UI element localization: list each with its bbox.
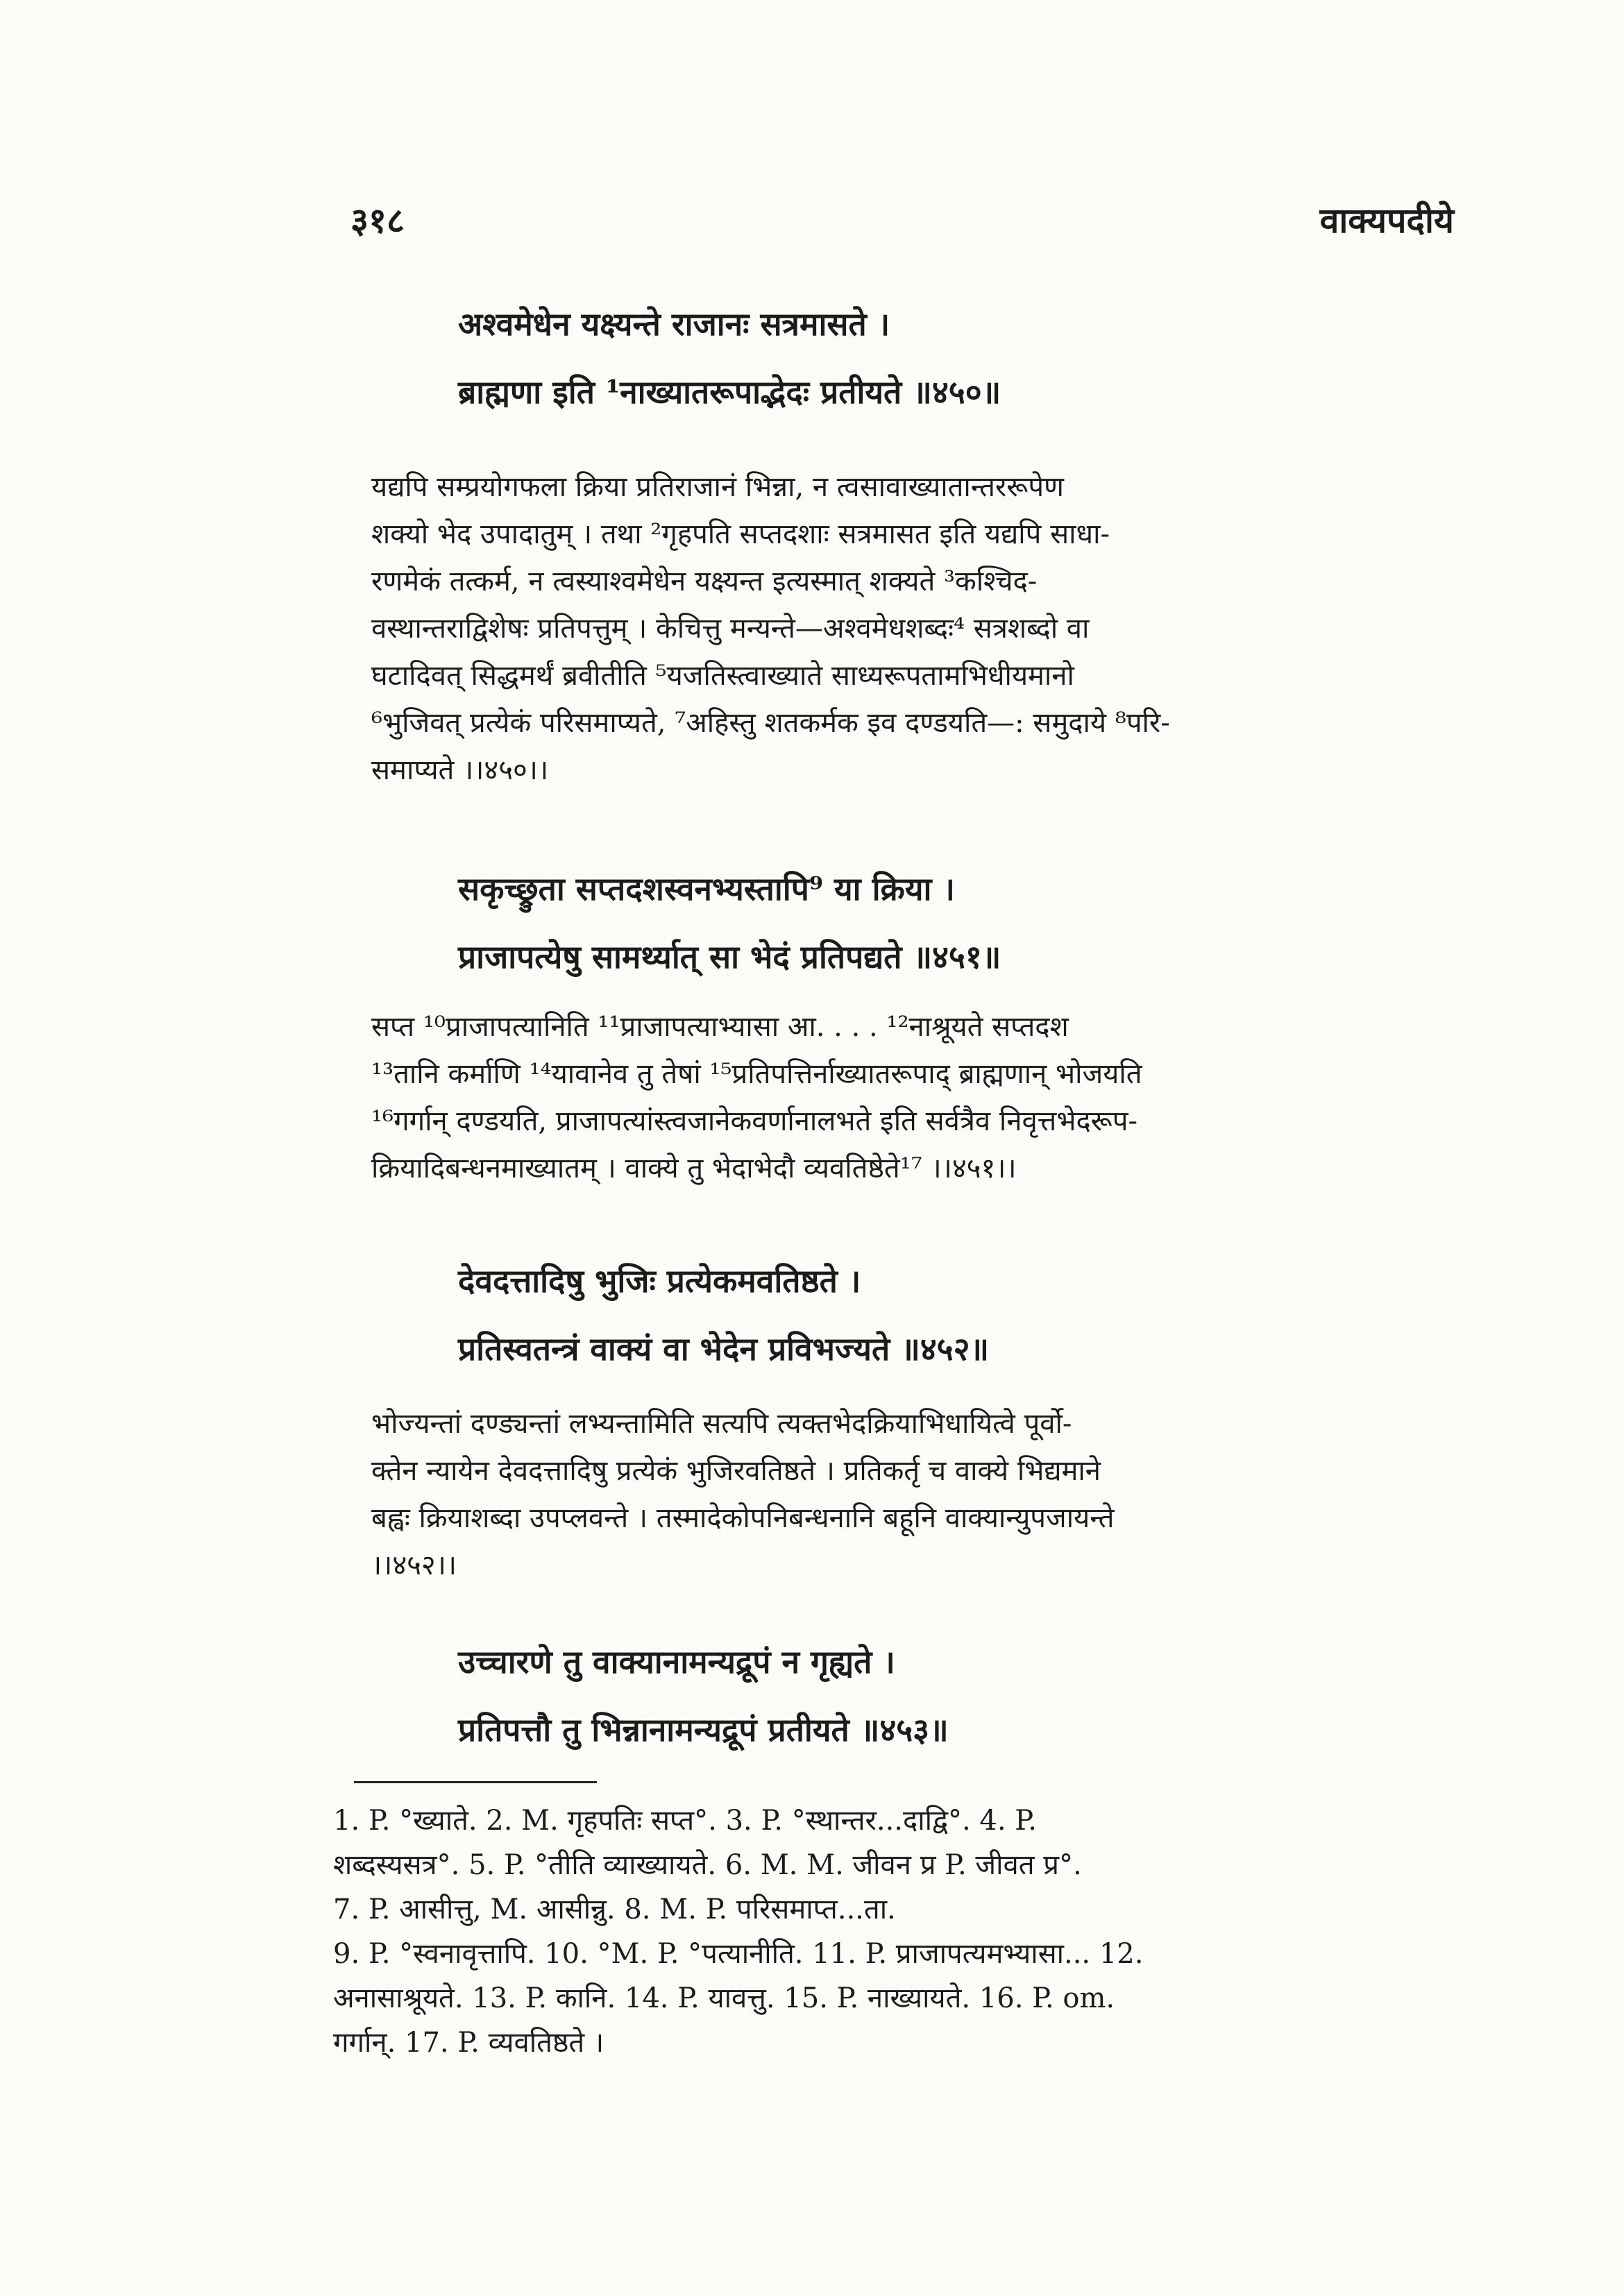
commentary-line: घटादिवत् सिद्धमर्थं ब्रवीतीति ⁵यजतिस्त्वाख्याते साध्यरूपतामभिधीयमानो (371, 660, 1074, 692)
commentary-450 (371, 464, 1468, 794)
commentary-line: शक्यो भेद उपादातुम् । तथा ²गृहपति सप्तदशाः सत्रमासत इति यद्यपि साधा- (371, 518, 1110, 550)
verse-line: ब्राह्मणा इति ¹नाख्यातरूपाद्भेदः प्रतीयते ॥४५०॥ (458, 373, 1001, 411)
commentary-line: रणमेकं तत्कर्म, न त्वस्याश्वमेधेन यक्ष्यन्त इत्यस्मात् शक्यते ³कश्चिद- (371, 566, 1038, 597)
footnotes (333, 1798, 1444, 2065)
verse-line: अश्वमेधेन यक्ष्यन्ते राजानः सत्रमासते । (458, 305, 890, 343)
footnote-line: 1. P. °ख्याते. 2. M. गृहपतिः सप्त°. 3. P. °स्थान्तर...दाद्वि°. 4. P. (333, 1805, 1037, 1837)
commentary-line: ।।४५२।। (371, 1549, 457, 1581)
verse-line: उच्चारणे तु वाक्यानामन्यद्रूपं न गृह्यते । (458, 1643, 895, 1681)
verse-line: प्राजापत्येषु सामर्थ्यात् सा भेदं प्रतिपद्यते ॥४५१॥ (458, 938, 1001, 976)
commentary-line: ¹³तानि कर्माणि ¹⁴यावानेव तु तेषां ¹⁵प्रतिपत्तिर्नाख्यातरूपाद् ब्राह्मणान् भोजयति (371, 1058, 1142, 1090)
verse-452 (458, 1247, 1499, 1383)
commentary-452 (371, 1400, 1468, 1589)
footnote-line: 9. P. °स्वनावृत्तापि. 10. °M. P. °पत्यानीति. 11. P. प्राजापत्यमभ्यासा... 12. (333, 1938, 1144, 1970)
verse-line: देवदत्तादिषु भुजिः प्रत्येकमवतिष्ठते । (458, 1262, 861, 1300)
page-number: ३१८ (350, 200, 405, 241)
verse-453 (458, 1628, 1499, 1764)
verse-line: प्रतिस्वतन्त्रं वाक्यं वा भेदेन प्रविभज्यते ॥४५२॥ (458, 1330, 990, 1368)
commentary-line: सप्त ¹⁰प्राजापत्यानिति ¹¹प्राजापत्याभ्यासा आ. . . . ¹²नाश्रूयते सप्तदश (371, 1011, 1069, 1043)
commentary-line: ¹⁶गर्गान् दण्डयति, प्राजापत्यांस्त्वजानेकवर्णानालभते इति सर्वत्रैव निवृत्तभेदरूप- (371, 1105, 1137, 1137)
page-header (350, 196, 1454, 244)
verse-line: प्रतिपत्तौ तु भिन्नानामन्यद्रूपं प्रतीयते ॥४५३॥ (458, 1711, 949, 1749)
verse-450 (458, 290, 1499, 426)
commentary-line: क्रियादिबन्धनमाख्यातम् । वाक्ये तु भेदाभेदौ व्यवतिष्ठेते¹⁷ ।।४५१।। (371, 1153, 1017, 1184)
running-title: वाक्यपदीये (1319, 200, 1454, 241)
footnote-line: अनासाश्रूयते. 13. P. कानि. 14. P. यावत्तु. 15. P. नाख्यायते. 16. P. om. (333, 1982, 1115, 2014)
verse-451 (458, 855, 1499, 991)
footnote-rule (354, 1781, 597, 1783)
commentary-line: ⁶भुजिवत् प्रत्येकं परिसमाप्यते, ⁷अहिस्तु शतकर्मक इव दण्डयति—: समुदाये ⁸परि- (371, 707, 1170, 739)
footnote-line: 7. P. आसीत्तु, M. आसीन्नु. 8. M. P. परिसमाप्त...ता. (333, 1894, 896, 1925)
footnote-line: गर्गान्. 17. P. व्यवतिष्ठते । (333, 2027, 604, 2059)
commentary-line: वस्थान्तराद्विशेषः प्रतिपत्तुम् । केचित्तु मन्यन्ते—अश्वमेधशब्दः⁴ सत्रशब्दो वा (371, 613, 1090, 645)
footnote-line: शब्दस्यसत्र°. 5. P. °तीति व्याख्यायते. 6. M. M. जीवन प्र P. जीवत प्र°. (333, 1849, 1082, 1881)
commentary-line: क्तेन न्यायेन देवदत्तादिषु प्रत्येकं भुजिरवतिष्ठते । प्रतिकर्तृ च वाक्ये भिद्यमाने (371, 1455, 1101, 1487)
commentary-line: समाप्यते ।।४५०।। (371, 754, 549, 786)
commentary-line: यद्यपि सम्प्रयोगफला क्रिया प्रतिराजानं भिन्ना, न त्वसावाख्यातान्तररूपेण (371, 471, 1064, 503)
verse-line: सकृच्छ्रुता सप्तदशस्वनभ्यस्तापि⁹ या क्रिया । (458, 870, 955, 908)
commentary-line: भोज्यन्तां दण्ड्यन्तां लभ्यन्तामिति सत्यपि त्यक्तभेदक्रियाभिधायित्वे पूर्वो- (371, 1408, 1072, 1440)
commentary-line: बह्वः क्रियाशब्दा उपप्लवन्ते । तस्मादेकोपनिबन्धनानि बहूनि वाक्यान्युपजायन्ते (371, 1502, 1115, 1534)
commentary-451 (371, 1003, 1468, 1192)
